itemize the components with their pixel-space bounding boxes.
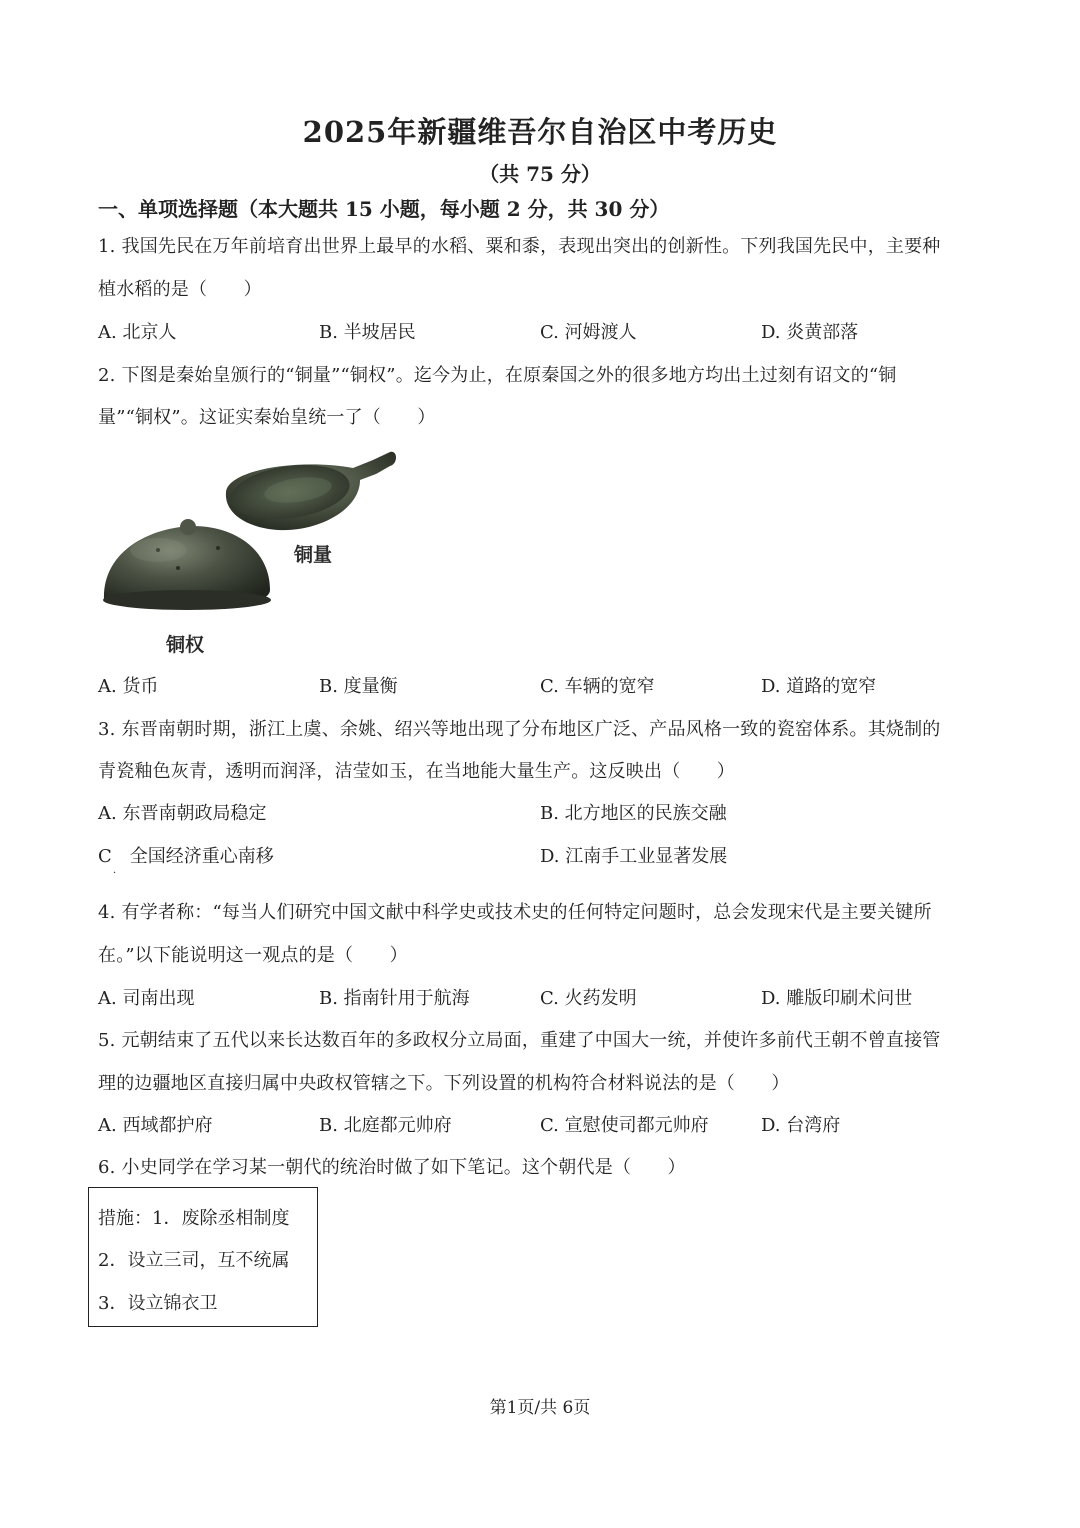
question-2-option-d: D. 道路的宽窄: [761, 676, 877, 697]
question-4-option-b: B. 指南针用于航海: [319, 988, 470, 1009]
section-heading: 一、单项选择题（本大题共 15 小题，每小题 2 分，共 30 分）: [98, 197, 670, 221]
bronze-weight-label: 铜权: [166, 634, 205, 656]
note-line-3: 3．设立锦衣卫: [98, 1293, 218, 1314]
question-2-option-c: C. 车辆的宽窄: [540, 676, 655, 697]
page-number: 第1页/共 6页: [489, 1398, 591, 1418]
bronze-measures-figure: [98, 440, 408, 665]
question-1-option-d: D. 炎黄部落: [761, 322, 859, 343]
question-4-line-1: 4. 有学者称：“每当人们研究中国文献中科学史或技术史的任何特定问题时，总会发现宋代是主要关键所: [98, 902, 932, 923]
question-2-line-1: 2. 下图是秦始皇颁行的“铜量”“铜权”。迄今为止，在原秦国之外的很多地方均出土过刻有诏文的“铜: [98, 365, 897, 386]
question-1-option-b: B. 半坡居民: [319, 322, 416, 343]
question-3-option-a: A. 东晋南朝政局稳定: [98, 803, 267, 824]
question-4-line-2: 在。”以下能说明这一观点的是（ ）: [98, 945, 408, 966]
question-5-option-c: C. 宣慰使司都元帅府: [540, 1115, 709, 1136]
question-4-option-a: A. 司南出现: [98, 988, 195, 1009]
question-3-option-d: D. 江南手工业显著发展: [540, 846, 728, 867]
question-3-line-2: 青瓷釉色灰青，透明而润泽，洁莹如玉，在当地能大量生产。这反映出（ ）: [98, 761, 735, 782]
question-1-line-1: 1. 我国先民在万年前培育出世界上最早的水稻、粟和黍，表现出突出的创新性。下列我国先民中，主要种: [98, 236, 941, 257]
question-5-line-1: 5. 元朝结束了五代以来长达数百年的多政权分立局面，重建了中国大一统，并使许多前代王朝不曾直接管: [98, 1030, 941, 1051]
question-3-line-1: 3. 东晋南朝时期，浙江上虞、余姚、绍兴等地出现了分布地区广泛、产品风格一致的瓷窑体系。其烧制的: [98, 719, 941, 740]
bronze-weight-dome: [103, 519, 271, 610]
question-5-option-b: B. 北庭都元帅府: [319, 1115, 452, 1136]
bronze-artifacts-illustration: [98, 440, 408, 665]
question-6-line-1: 6. 小史同学在学习某一朝代的统治时做了如下笔记。这个朝代是（ ）: [98, 1157, 686, 1178]
bronze-measure-scoop: [226, 452, 396, 530]
question-5-line-2: 理的边疆地区直接归属中央政权管辖之下。下列设置的机构符合材料说法的是（ ）: [98, 1073, 790, 1094]
question-5-option-d: D. 台湾府: [761, 1115, 841, 1136]
question-5-option-a: A. 西域都护府: [98, 1115, 213, 1136]
question-1-option-a: A. 北京人: [98, 322, 177, 343]
question-4-option-d: D. 雕版印刷术问世: [761, 988, 913, 1009]
question-3-option-b: B. 北方地区的民族交融: [540, 803, 727, 824]
question-2-line-2: 量”“铜权”。这证实秦始皇统一了（ ）: [98, 407, 436, 428]
stray-dot-mark: ·: [113, 868, 117, 879]
study-notes-box: [88, 1187, 318, 1327]
question-4-option-c: C. 火药发明: [540, 988, 637, 1009]
question-1-option-c: C. 河姆渡人: [540, 322, 637, 343]
exam-title: 2025年新疆维吾尔自治区中考历史: [302, 115, 778, 149]
note-line-1: 措施：1．废除丞相制度: [98, 1208, 290, 1229]
question-1-line-2: 植水稻的是（ ）: [98, 279, 262, 300]
bronze-measure-label: 铜量: [294, 544, 333, 566]
question-2-option-a: A. 货币: [98, 676, 159, 697]
exam-total-score: （共 75 分）: [479, 162, 601, 186]
question-3-option-c: C 全国经济重心南移: [98, 846, 274, 867]
question-2-option-b: B. 度量衡: [319, 676, 398, 697]
note-line-2: 2．设立三司，互不统属: [98, 1250, 290, 1271]
